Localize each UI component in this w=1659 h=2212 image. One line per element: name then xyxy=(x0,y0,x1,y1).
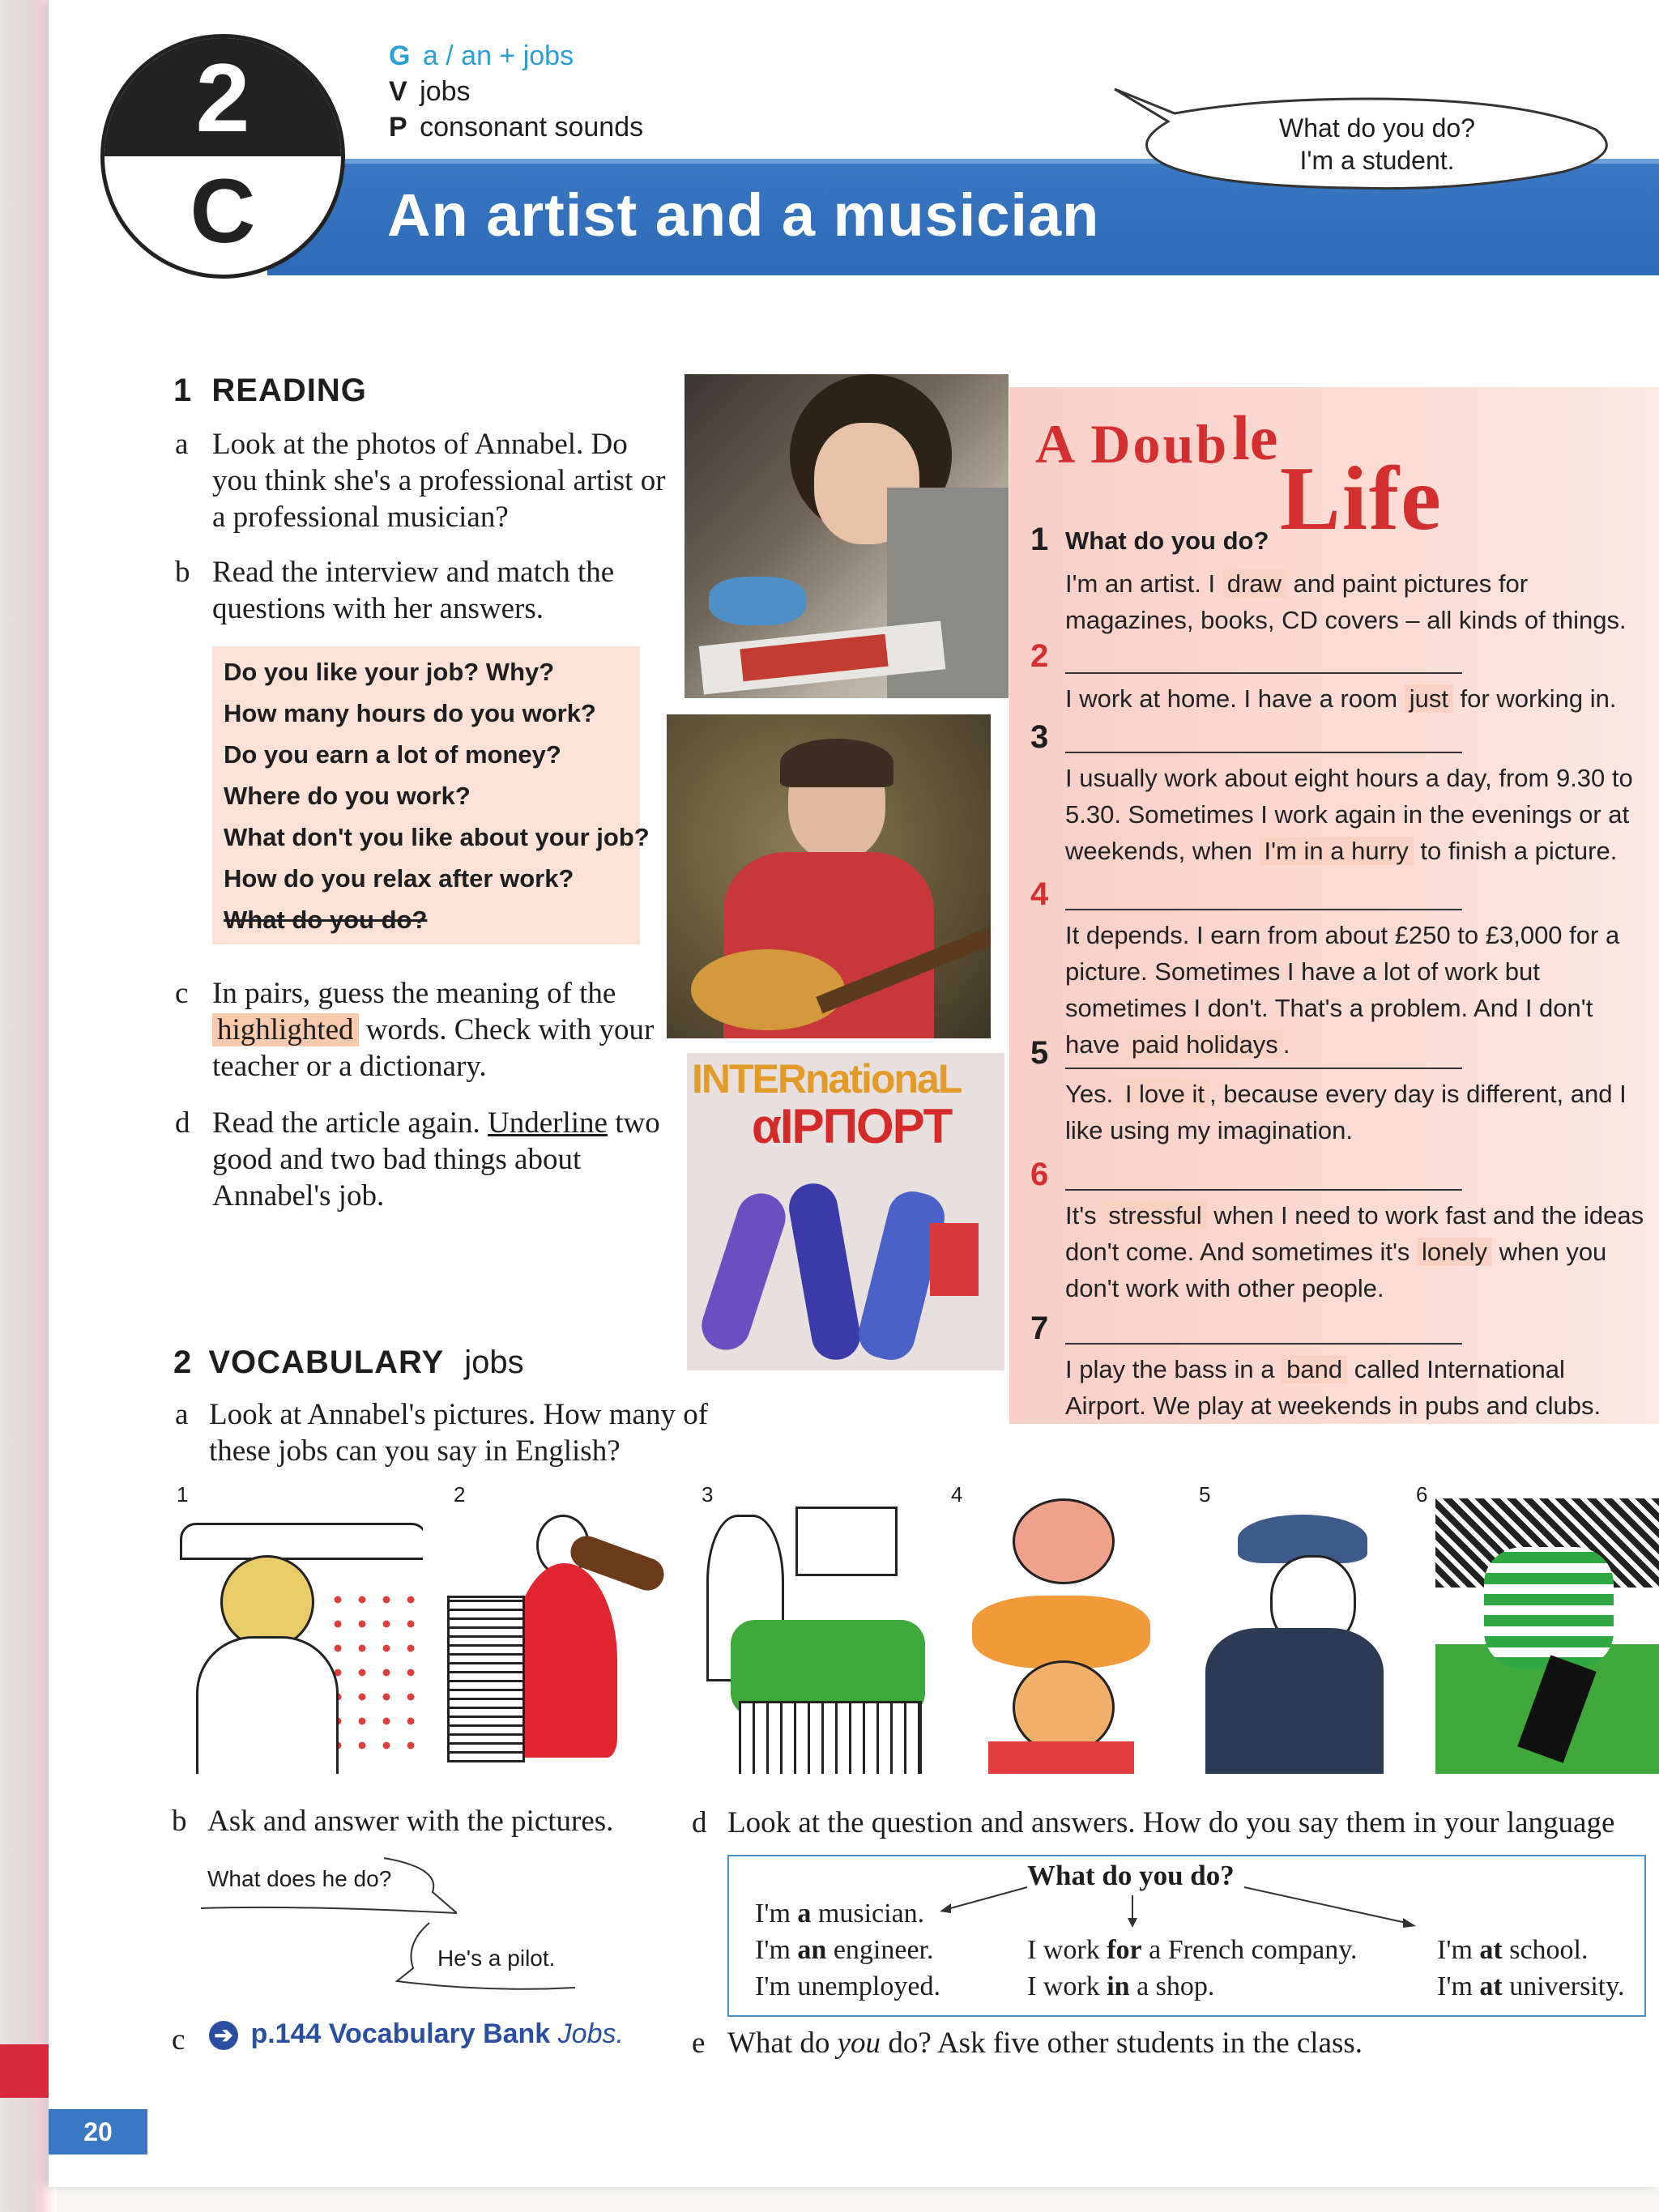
picture-footballer xyxy=(1435,1498,1659,1774)
article-item xyxy=(1030,876,1646,1059)
grammar-tag: G xyxy=(389,40,411,71)
phrase-box-question: What do you do? xyxy=(1027,1860,1235,1891)
article-item xyxy=(1030,638,1646,719)
article-text: It depends. I earn from about £250 to £3,000 for a picture. Sometimes I have a lot of work but sometimes I don't. That's a problem. And I don't have xyxy=(1065,921,1620,1059)
reading-c-text xyxy=(212,975,666,1085)
question-item: Do you earn a lot of money? xyxy=(224,740,561,769)
article-num: 1 xyxy=(1030,522,1049,557)
unit-number: 2 xyxy=(195,44,250,152)
vocab-d-letter: d xyxy=(692,1806,707,1839)
question-item: How do you relax after work? xyxy=(224,864,574,893)
photo-artist xyxy=(684,374,1009,698)
phrase-col3 xyxy=(1437,1932,1625,2005)
phrase-bold: an xyxy=(797,1935,827,1965)
article-num: 5 xyxy=(1030,1035,1049,1071)
phrase-text: I work xyxy=(1027,1971,1107,2001)
article-text: It's xyxy=(1065,1201,1104,1230)
vocab-b-letter: b xyxy=(172,1805,187,1838)
picture-number: 3 xyxy=(702,1482,714,1507)
article-text: for working in. xyxy=(1452,684,1617,713)
vocab-subtitle: jobs xyxy=(464,1345,524,1380)
poster-art xyxy=(687,1053,1004,1370)
reading-a-text: Look at the photos of Annabel. Do you think she's a professional artist or a professional musician? xyxy=(212,428,666,534)
vocab-d-text: Look at the question and answers. How do you say them in your language xyxy=(727,1806,1615,1839)
article-item xyxy=(1030,719,1646,876)
vocab-num: 2 xyxy=(173,1345,192,1380)
phrase-bold: for xyxy=(1107,1935,1142,1965)
speech-bubble-line1: What do you do? xyxy=(1279,113,1475,143)
question-item: Where do you work? xyxy=(224,782,471,810)
question-item: How many hours do you work? xyxy=(224,699,596,727)
article-text: I work at home. I have a room xyxy=(1065,684,1405,713)
reading-c-highlight: highlighted xyxy=(212,1013,359,1046)
article-highlight: I'm in a hurry xyxy=(1260,837,1414,865)
article-text: I play the bass in a xyxy=(1065,1355,1282,1383)
article-body xyxy=(1030,522,1646,1424)
arrow-circle-icon: ➔ xyxy=(209,2021,238,2050)
phrase-text: musician. xyxy=(811,1899,925,1929)
article-num: 4 xyxy=(1030,876,1049,912)
answer-blank xyxy=(1065,1189,1462,1191)
phrase-col1 xyxy=(755,1895,940,2005)
vocab-tag: V xyxy=(389,76,407,107)
reading-d-text xyxy=(212,1105,666,1214)
article-highlight: lonely xyxy=(1417,1238,1492,1266)
vocab-e-italic: you xyxy=(837,2027,881,2060)
phrase-col2 xyxy=(1027,1932,1358,2005)
pron-text: consonant sounds xyxy=(420,112,644,143)
phrase-bold: a xyxy=(797,1899,812,1929)
phrase-line xyxy=(1027,1932,1358,1968)
article-text: I usually work about eight hours a day, from 9.30 to 5.30. Sometimes I work again in the evenings or at weekends, when xyxy=(1065,764,1633,865)
vocab-e-text xyxy=(727,2025,1643,2061)
vocab-b-text: Ask and answer with the pictures. xyxy=(207,1805,614,1838)
vocab-a-letter: a xyxy=(175,1398,189,1431)
bubble-question-text: What does he do? xyxy=(207,1866,392,1891)
phrase-text: I'm xyxy=(755,1935,798,1965)
reading-b-letter: b xyxy=(175,556,190,589)
phrase-text: school. xyxy=(1502,1935,1589,1965)
photo-musician xyxy=(667,714,991,1038)
vocab-e-letter: e xyxy=(692,2027,706,2060)
article-text: to finish a picture. xyxy=(1413,837,1618,865)
vocabulary-bank-text: p.144 Vocabulary Bank xyxy=(250,2018,551,2049)
article-num: 7 xyxy=(1030,1311,1049,1346)
article-text: when you don't work with other people. xyxy=(1065,1238,1607,1302)
reading-heading xyxy=(173,373,367,409)
article-item xyxy=(1030,522,1646,641)
picture-violinist xyxy=(439,1498,674,1774)
article-text: , because every day is different, and I like using my imagination. xyxy=(1065,1080,1627,1144)
grammar-line xyxy=(389,39,574,73)
picture-number: 5 xyxy=(1199,1482,1211,1507)
vocabulary-bank-link[interactable] xyxy=(209,2018,624,2050)
vocab-a-text: Look at Annabel's pictures. How many of these jobs can you say in English? xyxy=(209,1398,709,1468)
phrase-text: I'm unemployed. xyxy=(755,1971,940,2001)
reading-d-pre: Read the article again. xyxy=(212,1106,480,1140)
phrase-text: I work xyxy=(1027,1935,1107,1965)
article-num: 3 xyxy=(1030,719,1049,755)
phrase-line xyxy=(1437,1932,1625,1968)
answer-blank xyxy=(1065,752,1462,753)
reading-c-letter: c xyxy=(175,977,189,1010)
picture-doctor xyxy=(698,1498,933,1774)
red-edge-mark xyxy=(0,2044,49,2098)
speech-bubble-line2: I'm a student. xyxy=(1299,146,1455,175)
phrase-text: engineer. xyxy=(826,1935,934,1965)
question-item: Do you like your job? Why? xyxy=(224,658,555,686)
picture-number: 4 xyxy=(951,1482,963,1507)
picture-policeman xyxy=(1189,1498,1424,1774)
article-highlight: band xyxy=(1282,1355,1347,1383)
phrase-text: I'm xyxy=(1437,1935,1480,1965)
phrase-line xyxy=(755,1932,940,1968)
bubble-answer-text: He's a pilot. xyxy=(437,1946,556,1971)
unit-letter: C xyxy=(190,160,256,262)
reading-c-pre: In pairs, guess the meaning of the xyxy=(212,977,616,1010)
article-text: I'm an artist. I xyxy=(1065,569,1222,598)
pron-line xyxy=(389,110,643,144)
question-item-struck: What do you do? xyxy=(224,906,428,934)
phrase-bold: in xyxy=(1107,1971,1130,2001)
reading-d-underline: Underline xyxy=(488,1106,608,1140)
article-num: 2 xyxy=(1030,638,1049,674)
article-num: 6 xyxy=(1030,1157,1049,1192)
grammar-text: a / an + jobs xyxy=(422,40,574,71)
picture-pilot xyxy=(180,1498,423,1774)
article-text: . xyxy=(1282,1030,1290,1059)
article-highlight: draw xyxy=(1222,569,1286,598)
vocab-text: jobs xyxy=(420,76,471,107)
phrase-text: a French company. xyxy=(1141,1935,1358,1965)
phrase-text: university. xyxy=(1502,1971,1625,2001)
reading-num: 1 xyxy=(173,373,192,408)
picture-number: 2 xyxy=(454,1482,466,1507)
phrase-line xyxy=(1027,1968,1358,2005)
article-highlight: I love it xyxy=(1120,1080,1209,1108)
question-list xyxy=(224,651,650,940)
pron-tag: P xyxy=(389,112,407,143)
answer-blank xyxy=(1065,909,1462,910)
vocab-title: VOCABULARY xyxy=(208,1345,445,1380)
article-text: when I need to work fast and the ideas don't come. And sometimes it's xyxy=(1065,1201,1644,1266)
article-item xyxy=(1030,1035,1646,1157)
answer-blank xyxy=(1065,1068,1462,1069)
phrase-text: I'm xyxy=(1437,1971,1480,2001)
article-question: What do you do? xyxy=(1065,526,1269,555)
article-title-a: A Doub xyxy=(1035,413,1230,475)
question-item: What don't you like about your job? xyxy=(224,823,650,851)
article-text: and paint pictures for magazines, books, CD covers – all kinds of things. xyxy=(1065,569,1627,634)
picture-hairdresser xyxy=(940,1498,1175,1774)
unit-badge xyxy=(100,34,345,279)
poster-line1: INTERnationaL xyxy=(692,1056,962,1102)
phrase-line xyxy=(1437,1968,1625,2005)
poster-line2: αIΡΠΟΡΤ xyxy=(752,1099,952,1153)
reading-a-letter: a xyxy=(175,428,189,461)
article-title-b: le xyxy=(1232,403,1278,473)
article-title-life: Life xyxy=(1280,449,1443,549)
phrase-text: a shop. xyxy=(1129,1971,1215,2001)
page-number: 20 xyxy=(83,2117,113,2146)
article-text: called International Airport. We play at weekends in pubs and clubs. xyxy=(1065,1355,1601,1420)
picture-number: 6 xyxy=(1416,1482,1428,1507)
phrase-line xyxy=(755,1895,940,1932)
article-item xyxy=(1030,1157,1646,1311)
reading-b-text: Read the interview and match the questions with her answers. xyxy=(212,556,615,625)
phrase-box-arrows xyxy=(940,1879,1418,1936)
vocab-c-letter: c xyxy=(172,2023,186,2056)
job-pictures xyxy=(172,1482,1659,1782)
phrase-bold: at xyxy=(1479,1935,1503,1965)
article-highlight: stressful xyxy=(1103,1201,1206,1230)
phrase-bold: at xyxy=(1479,1971,1503,2001)
reading-d-letter: d xyxy=(175,1106,190,1140)
reading-c-post: words. Check with your teacher or a dictionary. xyxy=(212,1013,655,1083)
reading-title: READING xyxy=(211,373,367,408)
article-text: Yes. xyxy=(1065,1080,1120,1108)
phrase-line xyxy=(755,1968,940,2005)
picture-number: 1 xyxy=(177,1482,189,1507)
article-title xyxy=(1035,405,1277,478)
phrase-text: I'm xyxy=(755,1899,798,1929)
answer-blank xyxy=(1065,1343,1462,1345)
vocab-e-pre: What do xyxy=(727,2027,838,2060)
vocab-heading xyxy=(173,1345,524,1381)
vocab-e-post: do? Ask five other students in the class. xyxy=(881,2027,1363,2060)
vocab-line xyxy=(389,75,471,109)
reading-d-post: two good and two bad things about Annabel's job. xyxy=(212,1106,660,1213)
vocabulary-bank-italic: Jobs. xyxy=(557,2018,624,2049)
article-highlight: just xyxy=(1405,684,1453,713)
page-title: An artist and a musician xyxy=(387,181,1100,249)
article-item xyxy=(1030,1311,1646,1424)
answer-blank xyxy=(1065,672,1462,674)
article-highlight: paid holidays xyxy=(1127,1030,1283,1059)
